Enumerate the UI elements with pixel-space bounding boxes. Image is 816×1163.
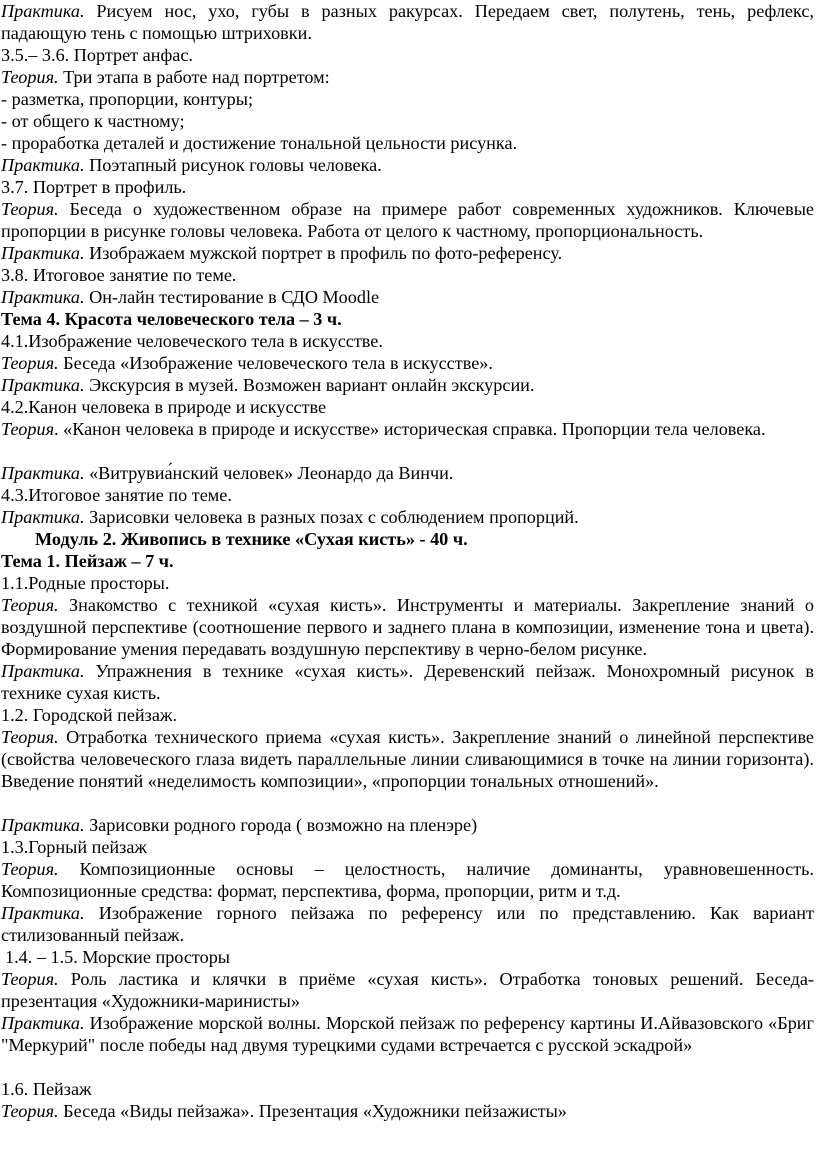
- paragraph-text: Изображение горного пейзажа по референсу или по представлению. Как вариант стилизованный пейзаж.: [1, 903, 814, 945]
- paragraph-practice-moodle-test: [1, 286, 814, 308]
- label-theory: Теория.: [1, 595, 59, 615]
- paragraph-practice-city-sketches: [1, 814, 814, 836]
- paragraph-text: Зарисовки человека в разных позах с соблюдением пропорций.: [84, 507, 579, 527]
- section-heading-4-3: 4.3.Итоговое занятие по теме.: [1, 485, 232, 505]
- section-heading-3-8: 3.8. Итоговое занятие по теме.: [1, 265, 237, 285]
- paragraph-practice-dry-brush-exercises: [1, 660, 814, 704]
- section-heading-1-2: 1.2. Городской пейзаж.: [1, 705, 178, 725]
- paragraph-text: Беседа о художественном образе на примере работ современных художников. Ключевые пропорции в рисунке головы человека. Работа от целого к частному, пропорциональность.: [1, 199, 814, 241]
- paragraph-text: Беседа «Виды пейзажа». Презентация «Художники пейзажисты»: [58, 1101, 567, 1121]
- paragraph-practice-profile-portrait: [1, 242, 814, 264]
- label-practice: Практика.: [1, 243, 85, 263]
- paragraph-practice-museum-tour: [1, 374, 814, 396]
- label-theory: Теория.: [1, 353, 59, 373]
- label-practice: Практика.: [1, 1, 85, 21]
- paragraph-practice-mountain-landscape: [1, 902, 814, 946]
- section-heading-1-3: 1.3.Горный пейзаж: [1, 837, 147, 857]
- label-theory: Теория: [1, 419, 55, 439]
- module-heading-2: Модуль 2. Живопись в технике «Сухая кисть» - 40 ч.: [35, 529, 468, 549]
- paragraph-theory-composition: [1, 858, 814, 902]
- list-item-detailing: - проработка деталей и достижение тональной цельности рисунка.: [1, 133, 518, 153]
- paragraph-text: Три этапа в работе над портретом:: [58, 67, 330, 87]
- label-theory: Теория.: [1, 199, 59, 219]
- section-heading-3-7: 3.7. Портрет в профиль.: [1, 177, 187, 197]
- paragraph-theory-three-stages: [1, 66, 814, 88]
- paragraph-theory-eraser: [1, 968, 814, 1012]
- list-item-markup: - разметка, пропорции, контуры;: [1, 89, 253, 109]
- section-heading-4-1: 4.1.Изображение человеческого тела в искусстве.: [1, 331, 383, 351]
- paragraph-theory-landscape-types: [1, 1100, 814, 1122]
- section-heading-1-6: 1.6. Пейзаж: [1, 1079, 92, 1099]
- list-item-general-to-specific: - от общего к частному;: [1, 111, 185, 131]
- section-heading-3-5: 3.5.– 3.6. Портрет анфас.: [1, 45, 193, 65]
- paragraph-text: «Витрувиа́нский человек» Леонардо да Винчи.: [84, 463, 454, 483]
- paragraph-text: Беседа «Изображение человеческого тела в искусстве».: [58, 353, 493, 373]
- paragraph-practice-poses: [1, 506, 814, 528]
- paragraph-practice-head-drawing: [1, 154, 814, 176]
- paragraph-practice-nose-ear-lips: [1, 0, 814, 44]
- paragraph-text: Композиционные основы – целостность, наличие доминанты, уравновешенность. Композиционные средства: формат, перспектива, форма, пропорции, ритм и т.д.: [1, 859, 814, 901]
- label-practice: Практика.: [1, 1013, 85, 1033]
- label-practice: Практика.: [1, 507, 85, 527]
- paragraph-theory-human-body-art: [1, 352, 814, 374]
- paragraph-text: Поэтапный рисунок головы человека.: [84, 155, 382, 175]
- paragraph-text: Рисуем нос, ухо, губы в разных ракурсах. Передаем свет, полутень, тень, рефлекс, падающую тень с помощью штриховки.: [1, 1, 814, 43]
- label-theory: Теория.: [1, 67, 59, 87]
- paragraph-theory-canon: [1, 418, 814, 462]
- label-practice: Практика.: [1, 903, 85, 923]
- paragraph-text: Знакомство с техникой «сухая кисть». Инструменты и материалы. Закрепление знаний о воздушной перспективе (соотношение первого и заднего плана в композиции, изменение тона и цвета). Формирование умения передавать воздушную перспективу в черно-белом рисунке.: [1, 595, 814, 659]
- paragraph-theory-dry-brush: [1, 594, 814, 660]
- paragraph-theory-linear-perspective: [1, 726, 814, 814]
- label-theory: Теория.: [1, 727, 59, 747]
- label-practice: Практика.: [1, 815, 85, 835]
- label-theory: Теория.: [1, 1101, 59, 1121]
- label-practice: Практика.: [1, 155, 85, 175]
- label-practice: Практика.: [1, 287, 85, 307]
- paragraph-practice-vitruvian: [1, 462, 814, 484]
- paragraph-theory-artistic-image: [1, 198, 814, 242]
- paragraph-text: Экскурсия в музей. Возможен вариант онлайн экскурсии.: [84, 375, 535, 395]
- section-heading-1-4-1-5: 1.4. – 1.5. Морские просторы: [5, 947, 231, 967]
- paragraph-text: Изображаем мужской портрет в профиль по фото-референсу.: [84, 243, 563, 263]
- paragraph-text: Упражнения в технике «сухая кисть». Деревенский пейзаж. Монохромный рисунок в технике сухая кисть.: [1, 661, 814, 703]
- label-practice: Практика.: [1, 375, 85, 395]
- paragraph-text: Зарисовки родного города ( возможно на пленэре): [84, 815, 478, 835]
- paragraph-text: Роль ластика и клячки в приёме «сухая кисть». Отработка тоновых решений. Беседа-презентация «Художники-маринисты»: [1, 969, 814, 1011]
- paragraph-text: Изображение морской волны. Морской пейзаж по референсу картины И.Айвазовского «Бриг "Меркурий" после победы над двумя турецкими судами встречается с русской эскадрой»: [1, 1013, 814, 1055]
- paragraph-text: Он-лайн тестирование в СДО Moodle: [84, 287, 380, 307]
- label-practice: Практика.: [1, 661, 85, 681]
- section-heading-1-1: 1.1.Родные просторы.: [1, 573, 170, 593]
- topic-heading-4: Тема 4. Красота человеческого тела – 3 ч.: [1, 309, 342, 329]
- paragraph-text: Отработка технического приема «сухая кисть». Закрепление знаний о линейной перспективе (свойства человеческого глаза видеть параллельные линии сливающимися в точке на линии горизонта). Введение понятий «неделимость композиции», «пропорции тональных отношений».: [1, 727, 814, 791]
- topic-heading-1-landscape: Тема 1. Пейзаж – 7 ч.: [1, 551, 174, 571]
- paragraph-text: . «Канон человека в природе и искусстве» историческая справка. Пропорции тела человека.: [54, 419, 766, 439]
- label-practice: Практика.: [1, 463, 85, 483]
- section-heading-4-2: 4.2.Канон человека в природе и искусстве: [1, 397, 327, 417]
- label-theory: Теория.: [1, 859, 59, 879]
- paragraph-practice-sea-wave: [1, 1012, 814, 1078]
- label-theory: Теория.: [1, 969, 59, 989]
